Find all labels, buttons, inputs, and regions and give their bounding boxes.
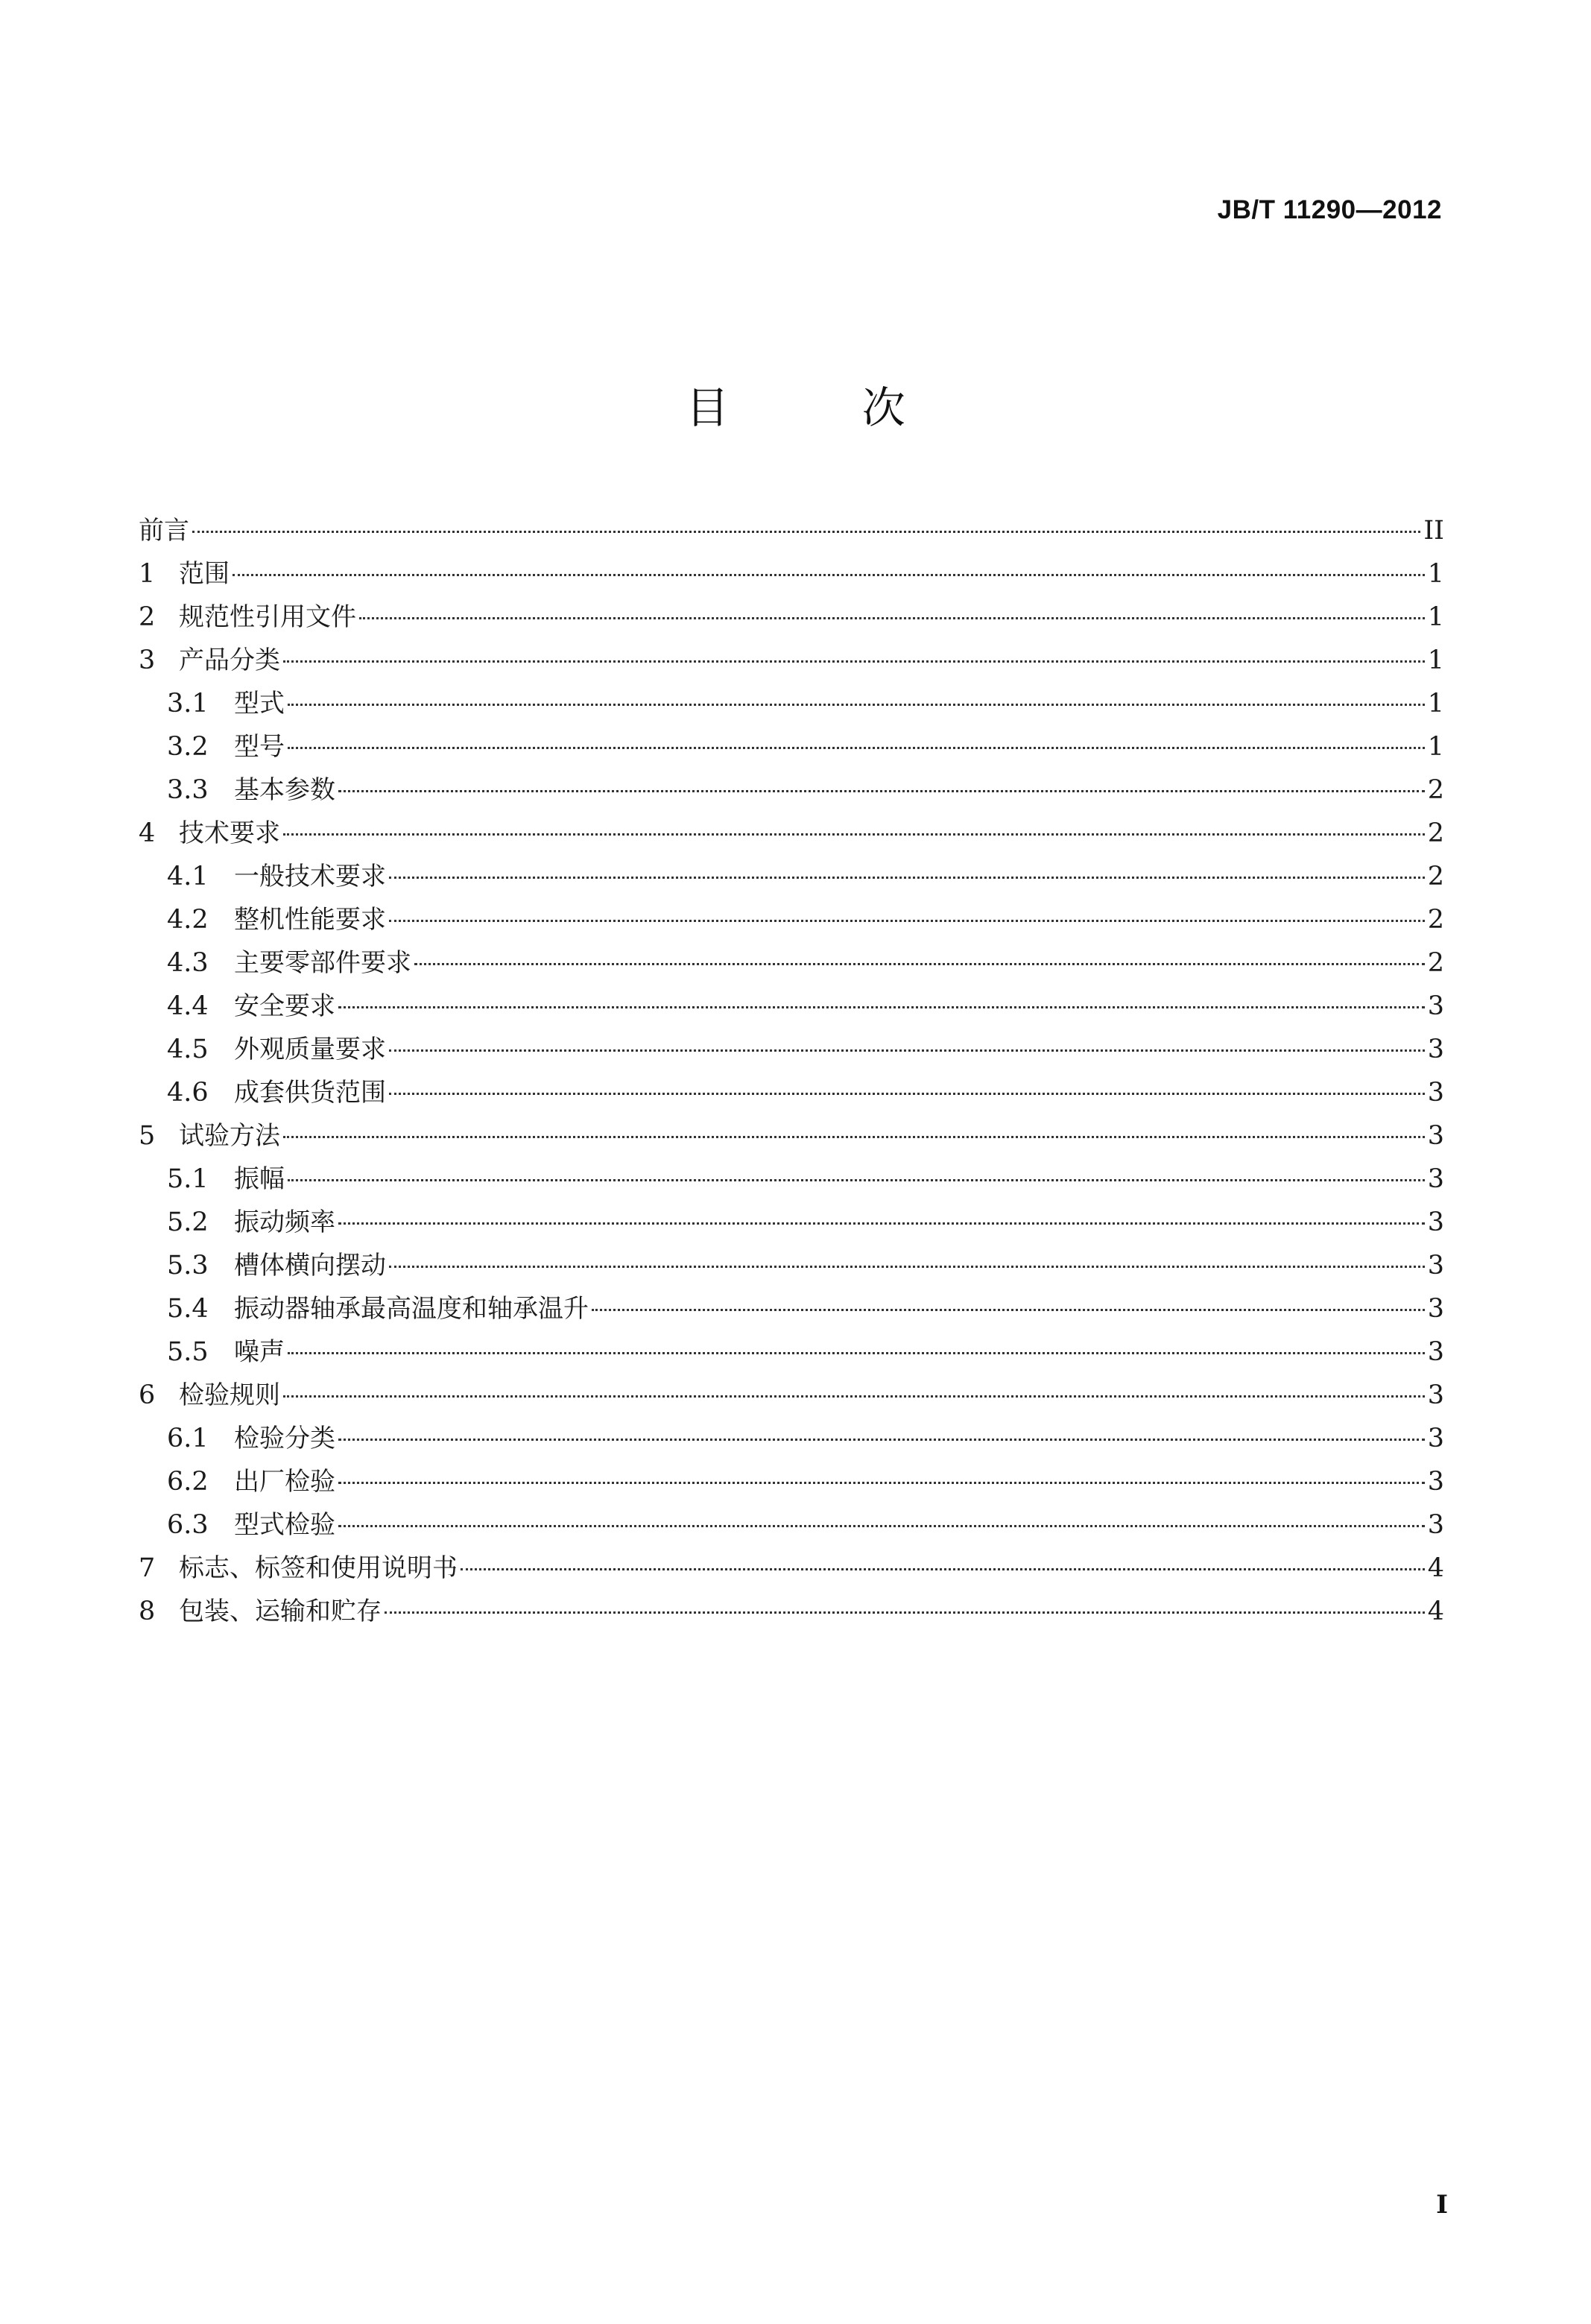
toc-entry-label: 检验规则 bbox=[179, 1380, 280, 1410]
toc-dot-leader bbox=[338, 1482, 1425, 1484]
toc-entry-page: 3 bbox=[1427, 1164, 1444, 1194]
document-code: JB/T 11290—2012 bbox=[1217, 195, 1442, 224]
table-of-contents bbox=[139, 509, 1444, 1633]
toc-entry-page: 3 bbox=[1427, 1078, 1444, 1108]
toc-entry-label: 型式 bbox=[234, 689, 285, 719]
toc-entry-label: 出厂检验 bbox=[234, 1467, 335, 1497]
toc-entry-number: 4.4 bbox=[167, 991, 209, 1021]
toc-dot-leader bbox=[288, 747, 1425, 749]
toc-entry-page: II bbox=[1423, 516, 1444, 546]
toc-entry-number: 2 bbox=[139, 602, 156, 632]
toc-entry-number: 5.3 bbox=[167, 1251, 209, 1281]
toc-entry-label: 规范性引用文件 bbox=[179, 602, 356, 632]
toc-entry[interactable] bbox=[139, 682, 1444, 725]
toc-entry-number: 4 bbox=[139, 818, 156, 848]
toc-entry-label: 安全要求 bbox=[234, 991, 335, 1021]
toc-entry-number: 5.4 bbox=[167, 1294, 209, 1324]
toc-dot-leader bbox=[288, 704, 1425, 706]
toc-entry-page: 3 bbox=[1427, 1467, 1444, 1497]
toc-entry-label: 槽体横向摆动 bbox=[234, 1251, 386, 1281]
toc-entry-page: 3 bbox=[1427, 1510, 1444, 1540]
page-number: I bbox=[1436, 2190, 1448, 2220]
toc-dot-leader bbox=[385, 1611, 1425, 1614]
toc-entry-number: 4.3 bbox=[167, 948, 209, 978]
toc-entry-label: 技术要求 bbox=[179, 818, 280, 848]
toc-entry[interactable] bbox=[139, 725, 1444, 768]
toc-entry-number: 5.2 bbox=[167, 1207, 209, 1237]
toc-entry-page: 1 bbox=[1427, 732, 1444, 762]
toc-entry[interactable] bbox=[139, 1201, 1444, 1244]
toc-entry-page: 3 bbox=[1427, 1207, 1444, 1237]
toc-entry-number: 3.3 bbox=[167, 775, 209, 805]
toc-entry-label: 包装、运输和贮存 bbox=[179, 1597, 382, 1626]
toc-entry-label: 型号 bbox=[234, 732, 285, 762]
toc-entry[interactable] bbox=[139, 509, 1444, 552]
toc-entry-page: 3 bbox=[1427, 991, 1444, 1021]
toc-entry-page: 4 bbox=[1427, 1553, 1444, 1583]
toc-entry-label: 型式检验 bbox=[234, 1510, 335, 1540]
toc-entry[interactable] bbox=[139, 1547, 1444, 1590]
toc-entry[interactable] bbox=[139, 639, 1444, 682]
toc-dot-leader bbox=[389, 1093, 1425, 1095]
toc-entry-label: 检验分类 bbox=[234, 1424, 335, 1453]
toc-entry-page: 1 bbox=[1427, 602, 1444, 632]
toc-entry-label: 噪声 bbox=[234, 1337, 285, 1367]
toc-entry-page: 3 bbox=[1427, 1251, 1444, 1281]
toc-entry-number: 3.2 bbox=[167, 732, 209, 762]
toc-entry[interactable] bbox=[139, 1158, 1444, 1201]
toc-dot-leader bbox=[233, 574, 1425, 576]
toc-entry-number: 5.1 bbox=[167, 1164, 209, 1194]
toc-dot-leader bbox=[283, 660, 1425, 663]
toc-dot-leader bbox=[338, 1439, 1425, 1441]
toc-dot-leader bbox=[389, 1266, 1425, 1268]
toc-entry-label: 基本参数 bbox=[234, 775, 335, 805]
toc-entry-number: 8 bbox=[139, 1597, 156, 1626]
toc-entry-page: 2 bbox=[1427, 948, 1444, 978]
toc-entry[interactable] bbox=[139, 941, 1444, 985]
toc-entry-page: 3 bbox=[1427, 1424, 1444, 1453]
toc-entry-page: 2 bbox=[1427, 818, 1444, 848]
toc-entry[interactable] bbox=[139, 1028, 1444, 1071]
toc-dot-leader bbox=[283, 1136, 1425, 1138]
toc-entry-number: 5 bbox=[139, 1121, 156, 1151]
toc-entry-number: 7 bbox=[139, 1553, 156, 1583]
toc-dot-leader bbox=[389, 877, 1425, 879]
toc-entry-page: 2 bbox=[1427, 775, 1444, 805]
toc-dot-leader bbox=[338, 1222, 1425, 1225]
toc-entry[interactable] bbox=[139, 898, 1444, 941]
toc-entry[interactable] bbox=[139, 1590, 1444, 1633]
toc-entry[interactable] bbox=[139, 1244, 1444, 1287]
toc-entry-number: 6.3 bbox=[167, 1510, 209, 1540]
toc-dot-leader bbox=[283, 1395, 1425, 1398]
toc-entry[interactable] bbox=[139, 1374, 1444, 1417]
toc-entry-page: 3 bbox=[1427, 1121, 1444, 1151]
toc-entry[interactable] bbox=[139, 985, 1444, 1028]
toc-entry-label: 范围 bbox=[179, 559, 230, 589]
toc-entry-page: 1 bbox=[1427, 645, 1444, 675]
toc-entry-label: 振动频率 bbox=[234, 1207, 335, 1237]
toc-entry-label: 成套供货范围 bbox=[234, 1078, 386, 1108]
toc-entry-label: 外观质量要求 bbox=[234, 1035, 386, 1064]
toc-entry-number: 6.2 bbox=[167, 1467, 209, 1497]
toc-dot-leader bbox=[414, 963, 1425, 965]
toc-dot-leader bbox=[359, 617, 1425, 619]
toc-entry-number: 3.1 bbox=[167, 689, 209, 719]
toc-dot-leader bbox=[192, 531, 1420, 533]
toc-entry-label: 标志、标签和使用说明书 bbox=[179, 1553, 458, 1583]
page-title: 目 次 bbox=[686, 382, 965, 433]
toc-entry-page: 2 bbox=[1427, 862, 1444, 891]
toc-dot-leader bbox=[288, 1179, 1425, 1181]
toc-entry[interactable] bbox=[139, 768, 1444, 812]
toc-entry-label: 一般技术要求 bbox=[234, 862, 386, 891]
toc-entry-label: 前言 bbox=[139, 516, 189, 546]
toc-dot-leader bbox=[461, 1568, 1425, 1570]
toc-entry-label: 振动器轴承最高温度和轴承温升 bbox=[234, 1294, 589, 1324]
toc-entry-page: 3 bbox=[1427, 1337, 1444, 1367]
toc-dot-leader bbox=[338, 790, 1425, 792]
toc-entry-label: 整机性能要求 bbox=[234, 905, 386, 935]
toc-dot-leader bbox=[389, 1049, 1425, 1052]
toc-entry-page: 3 bbox=[1427, 1035, 1444, 1064]
toc-entry[interactable] bbox=[139, 1503, 1444, 1547]
toc-entry-number: 1 bbox=[139, 559, 156, 589]
toc-entry-label: 产品分类 bbox=[179, 645, 280, 675]
toc-entry[interactable] bbox=[139, 855, 1444, 898]
toc-entry-number: 5.5 bbox=[167, 1337, 209, 1367]
toc-entry-label: 振幅 bbox=[234, 1164, 285, 1194]
toc-entry-number: 4.2 bbox=[167, 905, 209, 935]
toc-entry[interactable] bbox=[139, 596, 1444, 639]
toc-entry-page: 3 bbox=[1427, 1380, 1444, 1410]
toc-entry-page: 4 bbox=[1427, 1597, 1444, 1626]
toc-entry[interactable] bbox=[139, 812, 1444, 855]
toc-entry-number: 6 bbox=[139, 1380, 156, 1410]
toc-dot-leader bbox=[389, 920, 1425, 922]
toc-dot-leader bbox=[338, 1006, 1425, 1008]
toc-entry-label: 试验方法 bbox=[179, 1121, 280, 1151]
toc-entry[interactable] bbox=[139, 552, 1444, 596]
toc-entry-number: 4.6 bbox=[167, 1078, 209, 1108]
toc-entry[interactable] bbox=[139, 1330, 1444, 1374]
toc-dot-leader bbox=[592, 1309, 1425, 1311]
toc-entry[interactable] bbox=[139, 1287, 1444, 1330]
toc-entry[interactable] bbox=[139, 1460, 1444, 1503]
toc-dot-leader bbox=[288, 1352, 1425, 1354]
toc-entry-number: 4.5 bbox=[167, 1035, 209, 1064]
toc-entry-page: 1 bbox=[1427, 689, 1444, 719]
toc-entry-number: 3 bbox=[139, 645, 156, 675]
toc-entry[interactable] bbox=[139, 1417, 1444, 1460]
toc-entry-page: 1 bbox=[1427, 559, 1444, 589]
toc-entry[interactable] bbox=[139, 1071, 1444, 1114]
toc-entry-number: 6.1 bbox=[167, 1424, 209, 1453]
toc-dot-leader bbox=[338, 1525, 1425, 1527]
toc-dot-leader bbox=[283, 833, 1425, 836]
toc-entry-label: 主要零部件要求 bbox=[234, 948, 411, 978]
toc-entry[interactable] bbox=[139, 1114, 1444, 1158]
toc-entry-number: 4.1 bbox=[167, 862, 209, 891]
toc-entry-page: 2 bbox=[1427, 905, 1444, 935]
toc-entry-page: 3 bbox=[1427, 1294, 1444, 1324]
